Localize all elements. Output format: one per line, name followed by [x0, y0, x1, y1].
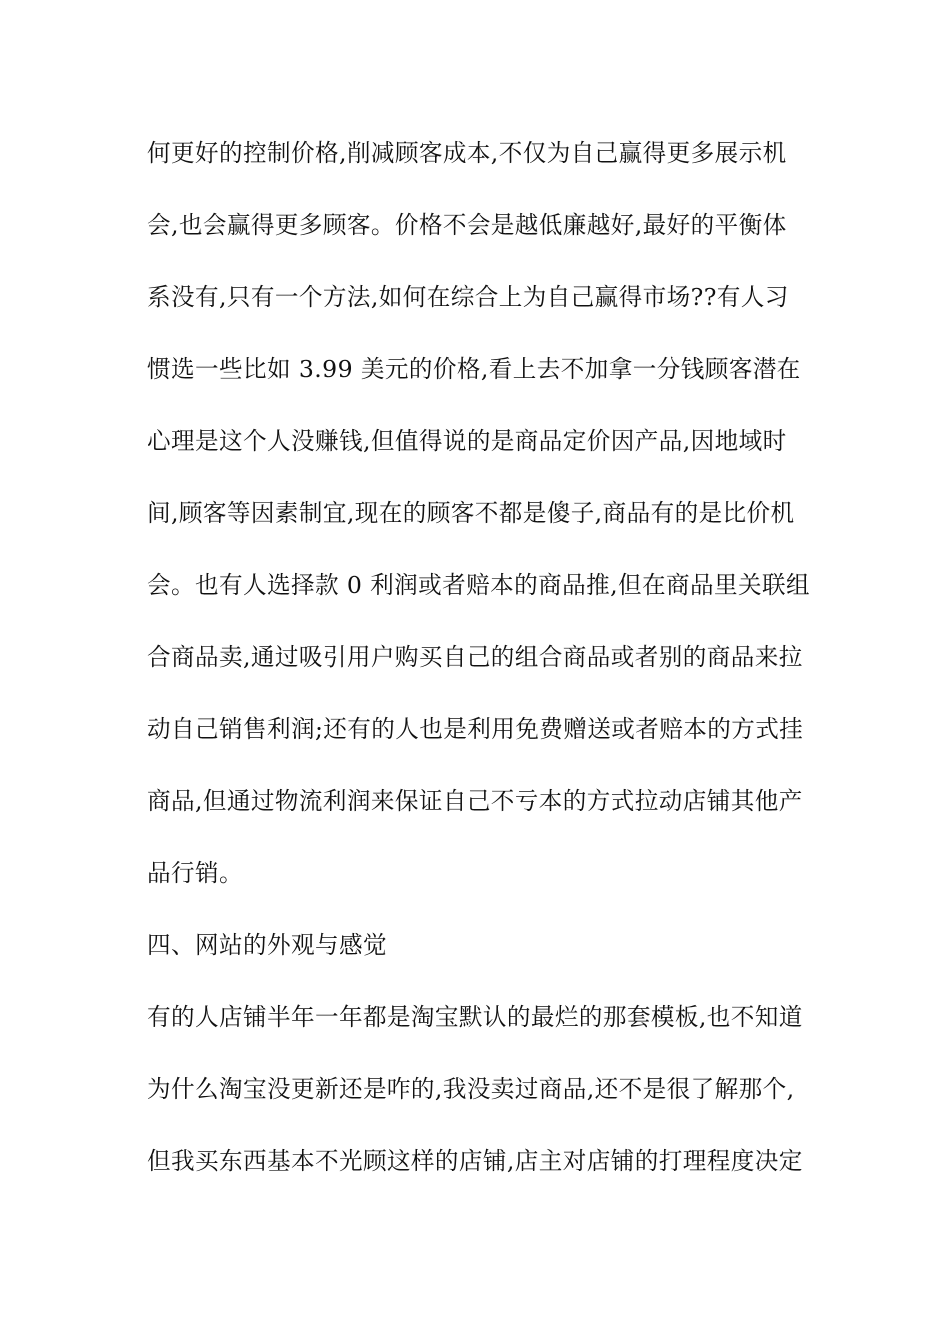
- body-text-line: 惯选一些比如 3.99 美元的价格,看上去不加拿一分钱顾客潜在: [147, 355, 801, 383]
- section-heading: 四、网站的外观与感觉: [147, 931, 387, 959]
- body-text-line: 会,也会赢得更多顾客。价格不会是越低廉越好,最好的平衡体: [147, 211, 787, 239]
- body-text-line: 会。也有人选择款 0 利润或者赔本的商品推,但在商品里关联组: [147, 571, 810, 599]
- body-text-line: 有的人店铺半年一年都是淘宝默认的最烂的那套模板,也不知道: [147, 1003, 803, 1031]
- body-text-line: 商品,但通过物流利润来保证自己不亏本的方式拉动店铺其他产: [147, 787, 803, 815]
- body-text-line: 品行销。: [147, 859, 243, 887]
- body-text-line: 合商品卖,通过吸引用户购买自己的组合商品或者别的商品来拉: [147, 643, 803, 671]
- body-text-line: 但我买东西基本不光顾这样的店铺,店主对店铺的打理程度决定: [147, 1147, 803, 1175]
- body-text-line: 何更好的控制价格,削减顾客成本,不仅为自己赢得更多展示机: [147, 139, 787, 167]
- body-text-line: 为什么淘宝没更新还是咋的,我没卖过商品,还不是很了解那个,: [147, 1075, 795, 1103]
- body-text-line: 心理是这个人没赚钱,但值得说的是商品定价因产品,因地域时: [147, 427, 787, 455]
- body-text-line: 系没有,只有一个方法,如何在综合上为自己赢得市场??有人习: [147, 283, 789, 311]
- body-text-line: 间,顾客等因素制宜,现在的顾客不都是傻子,商品有的是比价机: [147, 499, 795, 527]
- body-text-line: 动自己销售利润;还有的人也是利用免费赠送或者赔本的方式挂: [147, 715, 804, 743]
